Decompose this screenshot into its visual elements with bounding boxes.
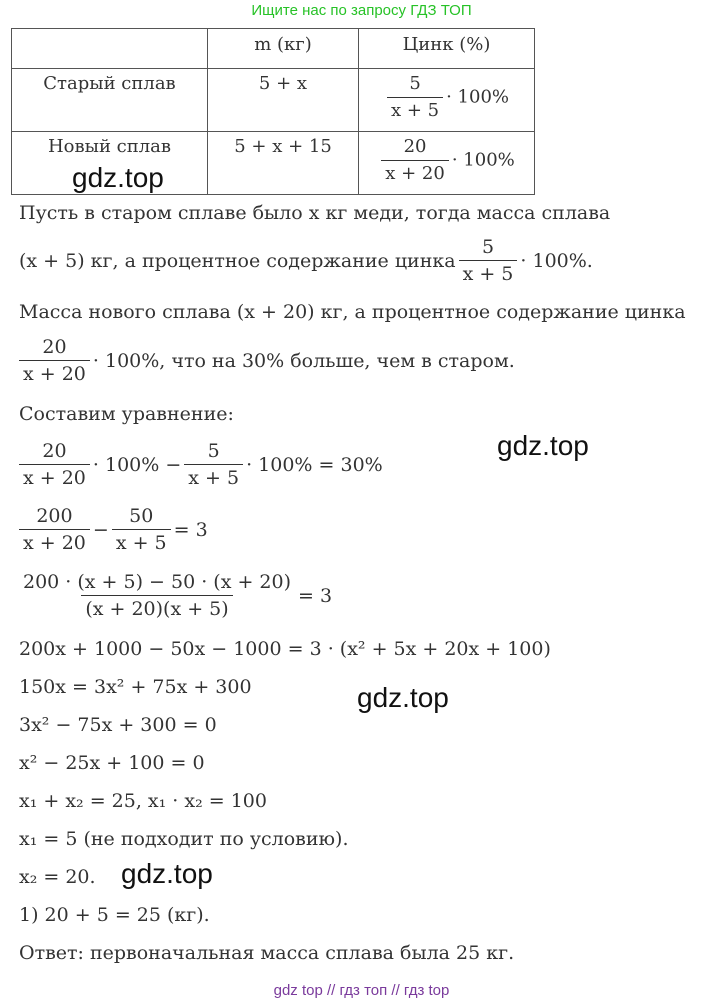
fraction-denominator: x + 5 [112, 529, 171, 554]
new-alloy-label: Новый сплав [12, 132, 208, 195]
eq1-right: · 100% = 30% [246, 453, 383, 476]
text-line-4 [19, 336, 515, 385]
fraction-numerator: 5 [207, 440, 220, 462]
fraction-numerator: 5 [481, 236, 495, 258]
equation-2 [19, 505, 208, 554]
eq2-fraction-1 [19, 505, 90, 554]
equation-9: x₁ = 5 (не подходит по условию). [19, 828, 349, 850]
fraction-numerator: 20 [42, 440, 67, 462]
old-alloy-zinc [359, 69, 535, 132]
new-alloy-zinc [359, 132, 535, 195]
fraction-numerator: 200 [36, 505, 73, 527]
table-row-old-alloy [12, 69, 535, 132]
fraction-denominator: x + 20 [19, 529, 90, 554]
header-mass-cell: m (кг) [208, 29, 359, 69]
fraction-numerator: 5 [409, 73, 421, 94]
eq2-right: = 3 [173, 518, 208, 541]
old-zinc-fraction [459, 236, 518, 285]
text-line-3: Масса нового сплава (x + 20) кг, а процентное содержание цинка [19, 301, 686, 323]
fraction-numerator: 20 [42, 336, 67, 358]
equation-11: 1) 20 + 5 = 25 (кг). [19, 904, 210, 926]
equation-4: 200x + 1000 − 50x − 1000 = 3 · (x² + 5x + 20x + 100) [19, 638, 551, 660]
new-alloy-fraction [381, 136, 449, 185]
new-alloy-mass: 5 + x + 15 [208, 132, 359, 195]
watermark: gdz.top [72, 162, 164, 193]
header-empty-cell [12, 29, 208, 69]
percent-tail: · 100% [451, 149, 515, 171]
old-alloy-mass: 5 + x [208, 69, 359, 132]
fraction-denominator: x + 5 [459, 260, 518, 285]
header-zinc-cell: Цинк (%) [359, 29, 535, 69]
fraction-denominator: x + 5 [387, 97, 443, 122]
answer-line: Ответ: первоначальная масса сплава была 25 кг. [19, 942, 515, 964]
equation-5: 150x = 3x² + 75x + 300 [19, 676, 252, 698]
fraction-numerator: 50 [129, 505, 154, 527]
eq1-fraction-2 [184, 440, 243, 489]
fraction-numerator: 200 · (x + 5) − 50 · (x + 20) [23, 571, 292, 593]
text-line-4-post: · 100%, что на 30% больше, чем в старом. [92, 349, 515, 372]
eq2-minus: − [92, 518, 109, 541]
text-line-2 [19, 236, 593, 285]
fraction-numerator: 20 [403, 136, 427, 157]
eq1-fraction-1 [19, 440, 90, 489]
table-header-row [12, 29, 535, 69]
equation-8: x₁ + x₂ = 25, x₁ · x₂ = 100 [19, 790, 267, 812]
old-alloy-label: Старый сплав [12, 69, 208, 132]
watermark: gdz.top [121, 858, 213, 889]
equation-7: x² − 25x + 100 = 0 [19, 752, 205, 774]
equation-3 [19, 571, 332, 620]
fraction-denominator: (x + 20)(x + 5) [81, 595, 232, 620]
watermark: gdz.top [497, 430, 589, 461]
search-banner: Ищите нас по запросу ГДЗ ТОП [251, 2, 472, 19]
watermark: gdz.top [357, 682, 449, 713]
text-line-2-pre: (x + 5) кг, а процентное содержание цинка [19, 249, 456, 272]
fraction-denominator: x + 20 [19, 464, 90, 489]
eq3-fraction [19, 571, 295, 620]
equation-6: 3x² − 75x + 300 = 0 [19, 714, 217, 736]
eq3-right: = 3 [298, 584, 333, 607]
text-line-2-post: · 100%. [520, 249, 593, 272]
new-zinc-fraction [19, 336, 90, 385]
text-line-1: Пусть в старом сплаве было x кг меди, тогда масса сплава [19, 202, 611, 224]
equation-10: x₂ = 20. [19, 866, 96, 888]
fraction-denominator: x + 5 [184, 464, 243, 489]
text-line-5: Составим уравнение: [19, 403, 234, 425]
eq2-fraction-2 [112, 505, 171, 554]
equation-1 [19, 440, 383, 489]
fraction-denominator: x + 20 [19, 360, 90, 385]
old-alloy-fraction [387, 73, 443, 122]
eq1-middle: · 100% − [92, 453, 182, 476]
footer-links[interactable]: gdz top // гдз топ // гдз top [273, 982, 450, 999]
percent-tail: · 100% [446, 86, 510, 108]
fraction-denominator: x + 20 [381, 160, 449, 185]
